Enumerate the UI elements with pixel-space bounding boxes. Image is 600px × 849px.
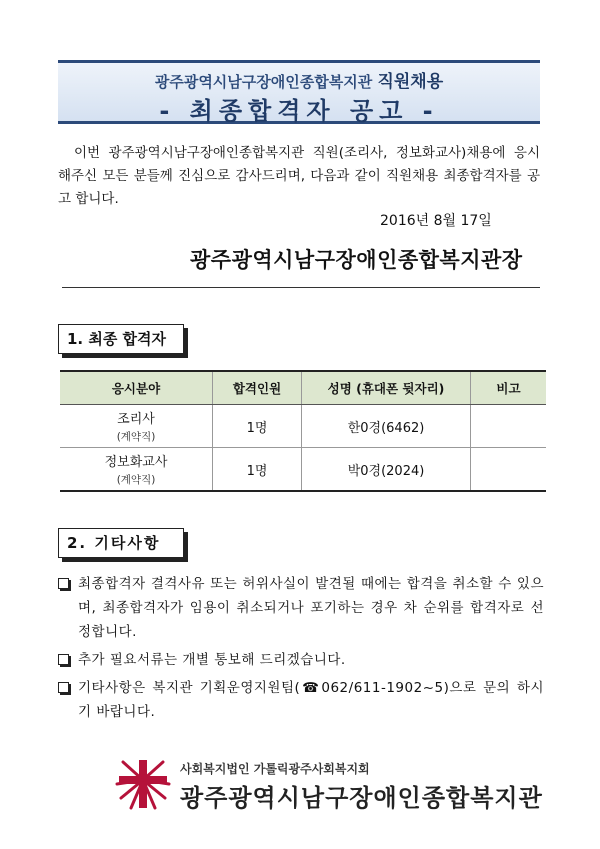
parent-org-name: 사회복지법인 가톨릭광주사회복지회 xyxy=(180,762,370,776)
cell-note xyxy=(471,448,547,492)
signature-line: 광주광역시남구장애인종합복지관장 xyxy=(190,248,523,272)
footer-org-name: 광주광역시남구장애인종합복지관 xyxy=(180,784,543,812)
col-header-field: 응시분야 xyxy=(60,371,213,405)
employment-type: (계약직) xyxy=(116,474,156,486)
table-header-row xyxy=(60,371,546,405)
cell-field xyxy=(60,448,213,492)
results-table xyxy=(60,370,546,492)
checkbox-bullet-icon xyxy=(58,654,69,665)
note-text: 최종합격자 결격사유 또는 허위사실이 발견될 때에는 합격을 취소할 수 있으며, 최종합격자가 임용이 취소되거나 포기하는 경우 차 순위를 합격자로 선정합니다. xyxy=(78,576,544,640)
col-header-count: 합격인원 xyxy=(213,371,302,405)
banner-subtitle: 직원채용 xyxy=(377,72,444,92)
cell-count: 1명 xyxy=(213,405,302,448)
section-heading-final-passers: 1. 최종 합격자 xyxy=(58,324,184,354)
banner-org-line xyxy=(58,67,540,92)
cell-field xyxy=(60,405,213,448)
page-title: - 최종합격자 공고 - xyxy=(159,97,439,125)
cell-note xyxy=(471,405,547,448)
checkbox-bullet-icon xyxy=(58,682,69,693)
announcement-date: 2016년 8월 17일 xyxy=(380,213,492,229)
notes-list xyxy=(58,572,544,728)
list-item xyxy=(58,572,544,644)
note-text: 기타사항은 복지관 기획운영지원팀(☎062/611-1902~5)으로 문의 하시기 바랍니다. xyxy=(78,680,544,720)
list-item xyxy=(58,648,544,672)
caritas-logo-icon xyxy=(113,754,173,814)
section-heading-other-notes: 2. 기타사항 xyxy=(58,528,184,558)
intro-paragraph: 이번 광주광역시남구장애인종합복지관 직원(조리사, 정보화교사)채용에 응시 해주신 모든 분들께 진심으로 감사드리며, 다음과 같이 직원채용 최종합격자를 공고 합니다. xyxy=(58,145,540,207)
col-header-name: 성명 (휴대폰 뒷자리) xyxy=(302,371,471,405)
note-text: 추가 필요서류는 개별 통보해 드리겠습니다. xyxy=(78,652,346,668)
cell-name: 박0경(2024) xyxy=(302,448,471,492)
cell-count: 1명 xyxy=(213,448,302,492)
title-banner xyxy=(58,60,540,124)
cell-name: 한0경(6462) xyxy=(302,405,471,448)
col-header-note: 비고 xyxy=(471,371,547,405)
employment-type: (계약직) xyxy=(116,431,156,443)
field-name: 조리사 xyxy=(117,412,155,427)
divider xyxy=(62,287,540,288)
table-row xyxy=(60,405,546,448)
field-name: 정보화교사 xyxy=(104,455,168,470)
banner-org-name: 광주광역시남구장애인종합복지관 xyxy=(154,73,373,91)
list-item xyxy=(58,676,544,724)
table-row xyxy=(60,448,546,492)
checkbox-bullet-icon xyxy=(58,578,69,589)
